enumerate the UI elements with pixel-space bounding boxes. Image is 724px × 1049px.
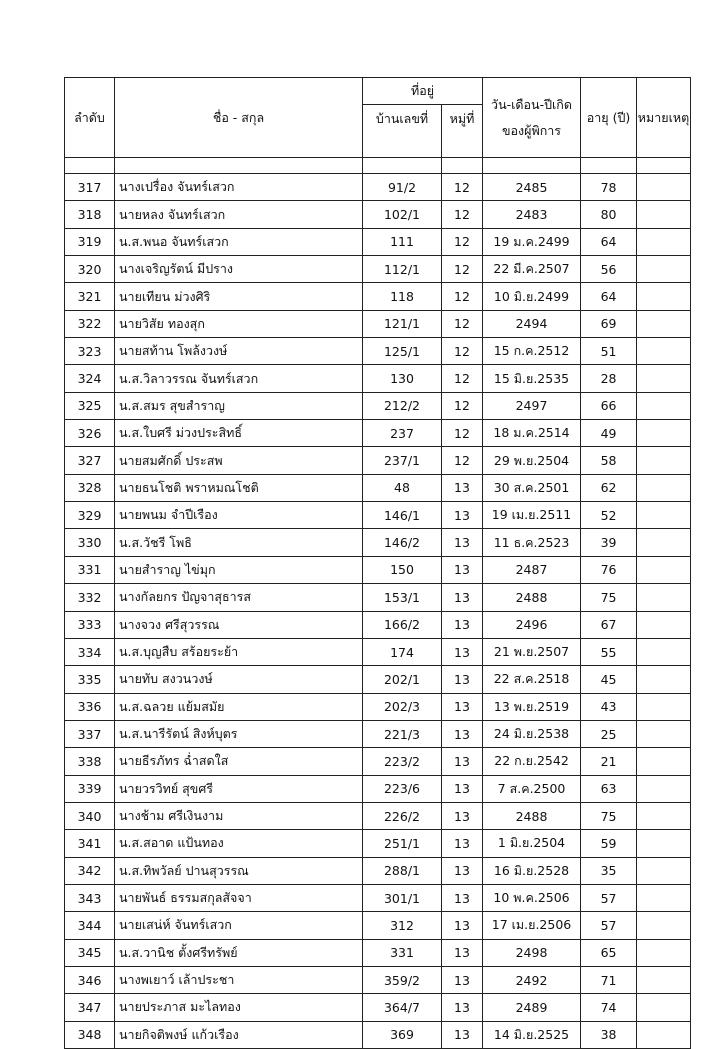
- row-remark: [637, 748, 691, 775]
- row-name: น.ส.ทิพวัลย์ ปานสุวรรณ: [115, 857, 363, 884]
- row-house-no: 301/1: [363, 884, 442, 911]
- row-name: นางกัลยกร ปัญจาสุธารส: [115, 584, 363, 611]
- header-remark: หมายเหตุ: [637, 78, 691, 158]
- row-age: 57: [581, 884, 637, 911]
- row-birth-date: 2492: [483, 966, 581, 993]
- row-birth-date: 2489: [483, 994, 581, 1021]
- row-house-no: 130: [363, 365, 442, 392]
- table-row: [65, 474, 691, 501]
- table-row: [65, 502, 691, 529]
- row-number: 319: [65, 228, 115, 255]
- row-moo: 13: [442, 611, 483, 638]
- row-age: 80: [581, 201, 637, 228]
- row-number: 320: [65, 256, 115, 283]
- row-birth-date: 15 มิ.ย.2535: [483, 365, 581, 392]
- row-number: 327: [65, 447, 115, 474]
- header-house-no: บ้านเลขที่: [363, 105, 442, 158]
- row-house-no: 150: [363, 556, 442, 583]
- row-remark: [637, 775, 691, 802]
- row-house-no: 102/1: [363, 201, 442, 228]
- row-name: นายสท้าน โพล้งวงษ์: [115, 338, 363, 365]
- row-birth-date: 2488: [483, 802, 581, 829]
- row-number: 331: [65, 556, 115, 583]
- row-age: 67: [581, 611, 637, 638]
- row-moo: 13: [442, 802, 483, 829]
- row-remark: [637, 174, 691, 201]
- row-name: นายหลง จันทร์เสวก: [115, 201, 363, 228]
- row-moo: 13: [442, 912, 483, 939]
- row-birth-date: 2498: [483, 939, 581, 966]
- header-moo: หมู่ที่: [442, 105, 483, 158]
- row-birth-date: 29 พ.ย.2504: [483, 447, 581, 474]
- row-house-no: 251/1: [363, 830, 442, 857]
- row-moo: 13: [442, 994, 483, 1021]
- row-house-no: 369: [363, 1021, 442, 1048]
- row-remark: [637, 994, 691, 1021]
- row-birth-date: 2483: [483, 201, 581, 228]
- row-birth-date: 15 ก.ค.2512: [483, 338, 581, 365]
- row-name: นายวรวิทย์ สุขศรี: [115, 775, 363, 802]
- row-house-no: 146/2: [363, 529, 442, 556]
- table-row: [65, 201, 691, 228]
- row-house-no: 288/1: [363, 857, 442, 884]
- row-number: 335: [65, 666, 115, 693]
- row-remark: [637, 830, 691, 857]
- row-house-no: 111: [363, 228, 442, 255]
- table-row: [65, 174, 691, 201]
- row-remark: [637, 201, 691, 228]
- row-birth-date: 14 มิ.ย.2525: [483, 1021, 581, 1048]
- row-number: 332: [65, 584, 115, 611]
- table-row: [65, 912, 691, 939]
- row-house-no: 237: [363, 420, 442, 447]
- row-moo: 13: [442, 556, 483, 583]
- row-moo: 13: [442, 638, 483, 665]
- row-birth-date: 10 มิ.ย.2499: [483, 283, 581, 310]
- row-number: 329: [65, 502, 115, 529]
- row-name: นายพันธ์ ธรรมสกุลสัจจา: [115, 884, 363, 911]
- row-age: 51: [581, 338, 637, 365]
- row-birth-date: 19 เม.ย.2511: [483, 502, 581, 529]
- row-moo: 13: [442, 584, 483, 611]
- row-name: นางเจริญรัตน์ มีปราง: [115, 256, 363, 283]
- spacer-row: [65, 158, 691, 174]
- row-birth-date: 1 มิ.ย.2504: [483, 830, 581, 857]
- row-name: นายกิจติพงษ์ แก้วเรือง: [115, 1021, 363, 1048]
- row-remark: [637, 802, 691, 829]
- row-birth-date: 13 พ.ย.2519: [483, 693, 581, 720]
- table-row: [65, 802, 691, 829]
- row-house-no: 202/3: [363, 693, 442, 720]
- row-house-no: 146/1: [363, 502, 442, 529]
- row-remark: [637, 638, 691, 665]
- row-remark: [637, 392, 691, 419]
- row-remark: [637, 502, 691, 529]
- row-age: 63: [581, 775, 637, 802]
- row-moo: 13: [442, 474, 483, 501]
- row-house-no: 364/7: [363, 994, 442, 1021]
- row-remark: [637, 420, 691, 447]
- header-birth-line1: วัน-เดือน-ปีเกิด: [491, 96, 572, 112]
- header-no: ลำดับ: [65, 78, 115, 158]
- row-birth-date: 11 ธ.ค.2523: [483, 529, 581, 556]
- row-house-no: 153/1: [363, 584, 442, 611]
- row-age: 38: [581, 1021, 637, 1048]
- row-age: 49: [581, 420, 637, 447]
- row-age: 66: [581, 392, 637, 419]
- row-house-no: 221/3: [363, 720, 442, 747]
- row-moo: 12: [442, 310, 483, 337]
- row-moo: 13: [442, 693, 483, 720]
- row-age: 64: [581, 228, 637, 255]
- row-name: นางช้าม ศรีเงินงาม: [115, 802, 363, 829]
- row-birth-date: 7 ส.ค.2500: [483, 775, 581, 802]
- table-row: [65, 529, 691, 556]
- row-number: 328: [65, 474, 115, 501]
- row-name: นายธีรภัทร ฉ่ำสดใส: [115, 748, 363, 775]
- row-house-no: 166/2: [363, 611, 442, 638]
- row-age: 64: [581, 283, 637, 310]
- table-row: [65, 748, 691, 775]
- row-house-no: 112/1: [363, 256, 442, 283]
- row-name: นายสมศักดิ์ ประสพ: [115, 447, 363, 474]
- row-remark: [637, 720, 691, 747]
- row-moo: 12: [442, 420, 483, 447]
- row-name: นายวิสัย ทองสุก: [115, 310, 363, 337]
- row-number: 330: [65, 529, 115, 556]
- row-birth-date: 19 ม.ค.2499: [483, 228, 581, 255]
- row-number: 323: [65, 338, 115, 365]
- row-number: 336: [65, 693, 115, 720]
- row-number: 326: [65, 420, 115, 447]
- row-moo: 13: [442, 720, 483, 747]
- row-age: 39: [581, 529, 637, 556]
- row-remark: [637, 693, 691, 720]
- table-row: [65, 584, 691, 611]
- row-house-no: 48: [363, 474, 442, 501]
- row-name: นายเสน่ห์ จันทร์เสวก: [115, 912, 363, 939]
- row-age: 52: [581, 502, 637, 529]
- row-remark: [637, 1021, 691, 1048]
- table-row: [65, 638, 691, 665]
- row-age: 69: [581, 310, 637, 337]
- row-remark: [637, 256, 691, 283]
- row-remark: [637, 338, 691, 365]
- row-name: น.ส.บุญสืบ สร้อยระย้า: [115, 638, 363, 665]
- table-row: [65, 884, 691, 911]
- row-name: น.ส.ใบศรี ม่วงประสิทธิ์: [115, 420, 363, 447]
- row-remark: [637, 611, 691, 638]
- row-moo: 13: [442, 884, 483, 911]
- table-row: [65, 365, 691, 392]
- row-number: 325: [65, 392, 115, 419]
- row-moo: 13: [442, 830, 483, 857]
- row-moo: 13: [442, 502, 483, 529]
- row-birth-date: 18 ม.ค.2514: [483, 420, 581, 447]
- table-row: [65, 556, 691, 583]
- table-row: [65, 611, 691, 638]
- row-moo: 12: [442, 228, 483, 255]
- row-remark: [637, 857, 691, 884]
- row-birth-date: 2496: [483, 611, 581, 638]
- row-birth-date: 10 พ.ค.2506: [483, 884, 581, 911]
- row-moo: 12: [442, 338, 483, 365]
- row-number: 322: [65, 310, 115, 337]
- row-age: 65: [581, 939, 637, 966]
- row-number: 317: [65, 174, 115, 201]
- row-house-no: 223/2: [363, 748, 442, 775]
- row-moo: 13: [442, 666, 483, 693]
- row-remark: [637, 584, 691, 611]
- table-row: [65, 228, 691, 255]
- row-name: น.ส.สอาด แป้นทอง: [115, 830, 363, 857]
- row-birth-date: 2485: [483, 174, 581, 201]
- row-remark: [637, 283, 691, 310]
- row-name: นายธนโชติ พราหมณโชติ: [115, 474, 363, 501]
- row-age: 71: [581, 966, 637, 993]
- row-number: 339: [65, 775, 115, 802]
- row-age: 43: [581, 693, 637, 720]
- row-remark: [637, 884, 691, 911]
- table-row: [65, 283, 691, 310]
- row-age: 58: [581, 447, 637, 474]
- row-number: 338: [65, 748, 115, 775]
- row-name: นางพเยาว์ เล้าประชา: [115, 966, 363, 993]
- row-age: 25: [581, 720, 637, 747]
- row-number: 337: [65, 720, 115, 747]
- table-row: [65, 775, 691, 802]
- header-name: ชื่อ - สกุล: [115, 78, 363, 158]
- row-moo: 12: [442, 283, 483, 310]
- row-name: นางจวง ศรีสุวรรณ: [115, 611, 363, 638]
- row-remark: [637, 447, 691, 474]
- table-row: [65, 447, 691, 474]
- table-row: [65, 256, 691, 283]
- row-house-no: 174: [363, 638, 442, 665]
- row-name: น.ส.วิลาวรรณ จันทร์เสวก: [115, 365, 363, 392]
- row-name: น.ส.สมร สุขสำราญ: [115, 392, 363, 419]
- row-number: 340: [65, 802, 115, 829]
- row-number: 343: [65, 884, 115, 911]
- header-address: ที่อยู่: [363, 78, 483, 105]
- table-row: [65, 338, 691, 365]
- row-age: 57: [581, 912, 637, 939]
- row-house-no: 331: [363, 939, 442, 966]
- row-remark: [637, 310, 691, 337]
- row-name: นายทับ สงวนวงษ์: [115, 666, 363, 693]
- row-birth-date: 2497: [483, 392, 581, 419]
- row-moo: 12: [442, 392, 483, 419]
- row-house-no: 91/2: [363, 174, 442, 201]
- row-moo: 13: [442, 857, 483, 884]
- table-row: [65, 857, 691, 884]
- row-age: 28: [581, 365, 637, 392]
- row-number: 324: [65, 365, 115, 392]
- row-moo: 12: [442, 447, 483, 474]
- table-row: [65, 966, 691, 993]
- row-birth-date: 22 ก.ย.2542: [483, 748, 581, 775]
- table-row: [65, 420, 691, 447]
- row-remark: [637, 365, 691, 392]
- table-row: [65, 392, 691, 419]
- row-age: 56: [581, 256, 637, 283]
- row-house-no: 312: [363, 912, 442, 939]
- row-age: 75: [581, 584, 637, 611]
- row-name: น.ส.นารีรัตน์ สิงห์บุตร: [115, 720, 363, 747]
- row-house-no: 202/1: [363, 666, 442, 693]
- row-age: 45: [581, 666, 637, 693]
- header-age: อายุ (ปี): [581, 78, 637, 158]
- row-remark: [637, 529, 691, 556]
- row-moo: 13: [442, 748, 483, 775]
- row-remark: [637, 939, 691, 966]
- row-moo: 13: [442, 966, 483, 993]
- row-birth-date: 2494: [483, 310, 581, 337]
- row-number: 333: [65, 611, 115, 638]
- row-moo: 13: [442, 939, 483, 966]
- table-row: [65, 939, 691, 966]
- row-house-no: 118: [363, 283, 442, 310]
- row-moo: 12: [442, 174, 483, 201]
- row-birth-date: 22 ส.ค.2518: [483, 666, 581, 693]
- row-house-no: 226/2: [363, 802, 442, 829]
- table-row: [65, 830, 691, 857]
- row-number: 334: [65, 638, 115, 665]
- row-name: นายพนม จำปีเรือง: [115, 502, 363, 529]
- row-age: 55: [581, 638, 637, 665]
- table-row: [65, 720, 691, 747]
- row-age: 21: [581, 748, 637, 775]
- row-name: นายเทียน ม่วงศิริ: [115, 283, 363, 310]
- row-moo: 12: [442, 365, 483, 392]
- row-remark: [637, 228, 691, 255]
- row-moo: 12: [442, 256, 483, 283]
- row-age: 76: [581, 556, 637, 583]
- row-number: 341: [65, 830, 115, 857]
- table-row: [65, 310, 691, 337]
- row-age: 35: [581, 857, 637, 884]
- row-remark: [637, 474, 691, 501]
- row-house-no: 237/1: [363, 447, 442, 474]
- row-house-no: 125/1: [363, 338, 442, 365]
- row-birth-date: 21 พ.ย.2507: [483, 638, 581, 665]
- row-remark: [637, 556, 691, 583]
- row-number: 348: [65, 1021, 115, 1048]
- row-moo: 13: [442, 775, 483, 802]
- row-house-no: 121/1: [363, 310, 442, 337]
- table-row: [65, 1021, 691, 1048]
- row-birth-date: 16 มิ.ย.2528: [483, 857, 581, 884]
- table-row: [65, 693, 691, 720]
- table-row: [65, 994, 691, 1021]
- row-remark: [637, 912, 691, 939]
- row-name: นายสำราญ ไข่มุก: [115, 556, 363, 583]
- row-name: นางเปรื่อง จันทร์เสวก: [115, 174, 363, 201]
- row-age: 74: [581, 994, 637, 1021]
- header-birth-line2: ของผู้พิการ: [502, 122, 562, 138]
- row-house-no: 223/6: [363, 775, 442, 802]
- row-number: 321: [65, 283, 115, 310]
- roster-table: [64, 77, 691, 1049]
- header-birth: [483, 78, 581, 158]
- row-age: 75: [581, 802, 637, 829]
- row-number: 346: [65, 966, 115, 993]
- row-moo: 13: [442, 1021, 483, 1048]
- row-name: น.ส.ฉลวย แย้มสมัย: [115, 693, 363, 720]
- row-house-no: 212/2: [363, 392, 442, 419]
- row-moo: 12: [442, 201, 483, 228]
- table-row: [65, 666, 691, 693]
- row-birth-date: 2488: [483, 584, 581, 611]
- row-age: 78: [581, 174, 637, 201]
- row-age: 59: [581, 830, 637, 857]
- row-birth-date: 17 เม.ย.2506: [483, 912, 581, 939]
- row-birth-date: 30 ส.ค.2501: [483, 474, 581, 501]
- row-name: น.ส.วัชรี โพธิ: [115, 529, 363, 556]
- row-name: น.ส.พนอ จันทร์เสวก: [115, 228, 363, 255]
- row-birth-date: 22 มี.ค.2507: [483, 256, 581, 283]
- row-house-no: 359/2: [363, 966, 442, 993]
- row-birth-date: 2487: [483, 556, 581, 583]
- row-moo: 13: [442, 529, 483, 556]
- row-birth-date: 24 มิ.ย.2538: [483, 720, 581, 747]
- row-number: 347: [65, 994, 115, 1021]
- row-name: น.ส.วานิช ตั้งศรีทรัพย์: [115, 939, 363, 966]
- row-remark: [637, 666, 691, 693]
- row-remark: [637, 966, 691, 993]
- row-number: 342: [65, 857, 115, 884]
- row-name: นายประภาส มะไลทอง: [115, 994, 363, 1021]
- row-number: 345: [65, 939, 115, 966]
- row-number: 318: [65, 201, 115, 228]
- row-age: 62: [581, 474, 637, 501]
- row-number: 344: [65, 912, 115, 939]
